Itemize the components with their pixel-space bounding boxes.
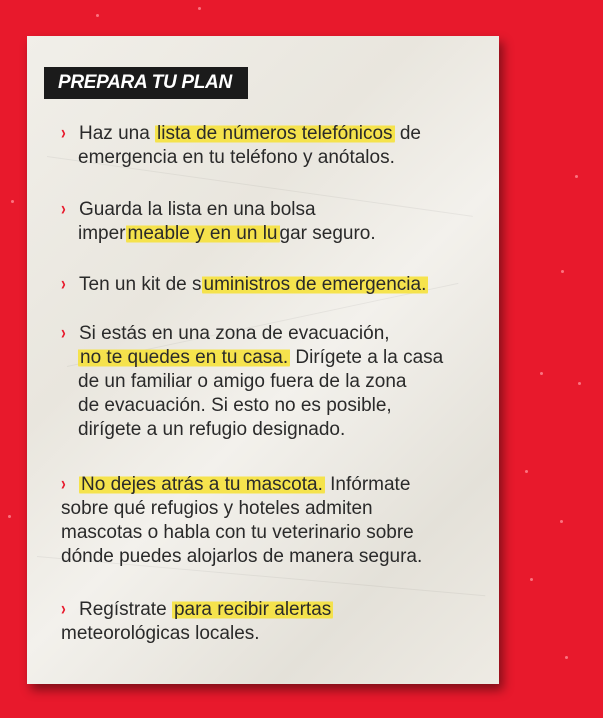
plan-item [61,322,491,442]
plan-item [61,473,491,569]
item-line: de un familiar o amigo fuera de la zona [78,371,407,392]
item-line: › Regístrate para recibir alertas [61,599,332,620]
background-speck [578,382,581,385]
highlight: no te quedes en tu casa. [80,347,289,368]
plan-title: PREPARA TU PLAN [44,67,248,99]
item-line: › No dejes atrás a tu mascota. Infórmate [61,474,411,495]
item-line: › Haz una lista de números telefónicos de [61,123,421,144]
chevron-right-icon: › [61,599,66,620]
item-line: imper meable y en un lu gar seguro. [78,223,376,244]
background-speck [565,656,568,659]
background-speck [11,200,14,203]
highlight: No dejes atrás a tu mascota. [81,474,323,495]
background-speck [530,578,533,581]
item-line: › Si estás en una zona de evacuación, [61,323,390,344]
item-line: mascotas o habla con tu veterinario sobre [61,522,414,543]
plan-item [61,598,491,646]
highlight: uministros de emergencia. [203,274,427,295]
chevron-right-icon: › [61,123,66,144]
background-speck [561,270,564,273]
item-line: dirígete a un refugio designado. [78,419,346,440]
highlight: para recibir alertas [173,599,332,620]
highlight: meable y en un lu [127,223,278,244]
item-line: meteorológicas locales. [61,623,260,644]
background-speck [560,520,563,523]
item-line: › Ten un kit de s uministros de emergencia. [61,274,427,295]
background-speck [8,515,11,518]
background-speck [96,14,99,17]
item-line: de evacuación. Si esto no es posible, [78,395,392,416]
item-line: emergencia en tu teléfono y anótalos. [78,147,395,168]
chevron-right-icon: › [61,474,66,495]
chevron-right-icon: › [61,199,66,220]
item-line: › Guarda la lista en una bolsa [61,199,316,220]
item-line: sobre qué refugios y hoteles admiten [61,498,373,519]
background-speck [540,372,543,375]
item-line: no te quedes en tu casa. Dirígete a la casa [80,347,444,368]
chevron-right-icon: › [61,274,66,295]
background-speck [525,470,528,473]
plan-item [61,273,491,297]
background-speck [575,175,578,178]
highlight: lista de números telefónicos [157,123,393,144]
background-speck [198,7,201,10]
item-line: dónde puedes alojarlos de manera segura. [61,546,423,567]
plan-item [61,122,491,170]
plan-item [61,198,491,246]
chevron-right-icon: › [61,323,66,344]
